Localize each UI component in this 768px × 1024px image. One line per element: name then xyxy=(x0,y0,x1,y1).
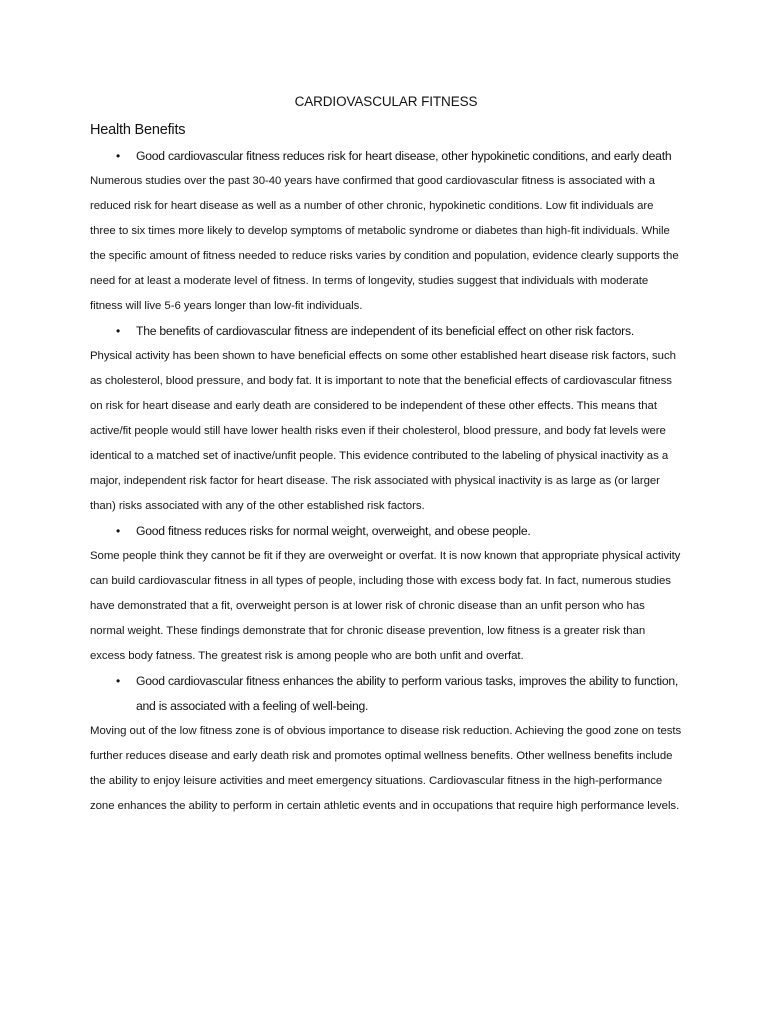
paragraph: Moving out of the low fitness zone is of obvious importance to disease risk reduction. Achieving the good zone on tests further reduces disease and early death risk and promotes optimal wellness benefits. Other wellness benefits include the ability to enjoy leisure activities and meet emergency situations. Cardiovascular fitness in the high-performance zone enhances the ability to perform in certain athletic events and in occupations that require high performance levels. xyxy=(90,725,682,812)
bullet-point xyxy=(90,669,682,719)
bullet-point xyxy=(90,319,682,344)
bullet-text: Good cardiovascular fitness reduces risk for heart disease, other hypokinetic conditions, and early death xyxy=(136,149,672,163)
bullet-text: The benefits of cardiovascular fitness are independent of its beneficial effect on other risk factors. xyxy=(136,324,634,338)
bullet-icon: • xyxy=(116,674,120,688)
content-block-2 xyxy=(90,319,682,519)
document-title: CARDIOVASCULAR FITNESS xyxy=(294,94,478,109)
paragraph: Some people think they cannot be fit if they are overweight or overfat. It is now known that appropriate physical activity can build cardiovascular fitness in all types of people, including those with excess body fat. In fact, numerous studies have demonstrated that a fit, overweight person is at lower risk of chronic disease than an unfit person who has normal weight. These findings demonstrate that for chronic disease prevention, low fitness is a greater risk than excess body fatness. The greatest risk is among people who are both unfit and overfat. xyxy=(90,550,681,662)
bullet-text: Good cardiovascular fitness enhances the ability to perform various tasks, improves the ability to function, and is associated with a feeling of well-being. xyxy=(136,674,679,713)
section-heading: Health Benefits xyxy=(90,122,186,138)
bullet-point xyxy=(90,519,682,544)
paragraph: Numerous studies over the past 30-40 years have confirmed that good cardiovascular fitness is associated with a reduced risk for heart disease as well as a number of other chronic, hypokinetic conditions. Low fit individuals are three to six times more likely to develop symptoms of metabolic syndrome or diabetes than high-fit individuals. While the specific amount of fitness needed to reduce risks varies by condition and population, evidence clearly supports the need for at least a moderate level of fitness. In terms of longevity, studies suggest that individuals with moderate fitness will live 5-6 years longer than low-fit individuals. xyxy=(90,175,679,312)
bullet-icon: • xyxy=(116,324,120,338)
bullet-point xyxy=(90,144,682,169)
bullet-icon: • xyxy=(116,149,120,163)
content-block-1 xyxy=(90,144,682,319)
content-block-3 xyxy=(90,519,682,669)
content-block-4 xyxy=(90,669,682,819)
bullet-icon: • xyxy=(116,524,120,538)
paragraph: Physical activity has been shown to have beneficial effects on some other established heart disease risk factors, such as cholesterol, blood pressure, and body fat. It is important to note that the beneficial effects of cardiovascular fitness on risk for heart disease and early death are considered to be independent of these other effects. This means that active/fit people would still have lower health risks even if their cholesterol, blood pressure, and body fat levels were identical to a matched set of inactive/unfit people. This evidence contributed to the labeling of physical inactivity as a major, independent risk factor for heart disease. The risk associated with physical inactivity is as large as (or larger than) risks associated with any of the other established risk factors. xyxy=(90,350,676,512)
bullet-text: Good fitness reduces risks for normal weight, overweight, and obese people. xyxy=(136,524,531,538)
